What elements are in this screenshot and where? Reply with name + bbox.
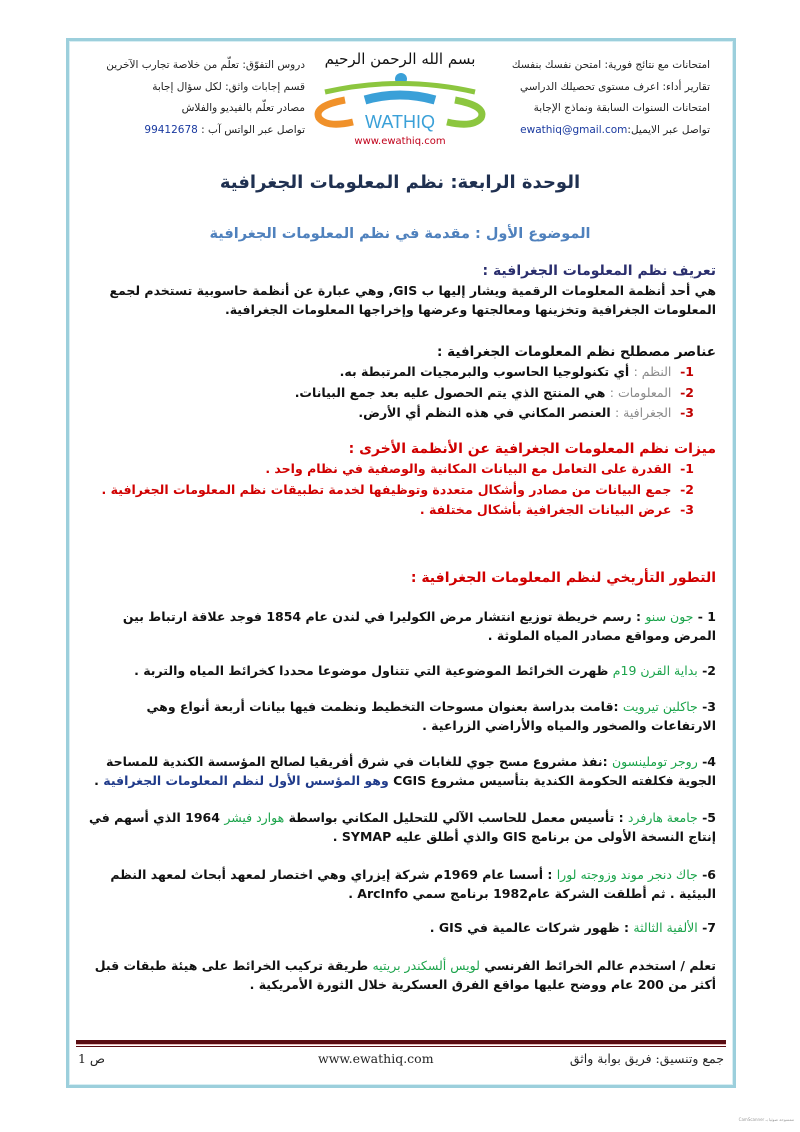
- item-number: 5-: [702, 810, 716, 825]
- item-highlight: وهو المؤسس الأول لنظم المعلومات الجغرافية: [103, 773, 389, 788]
- item-number: 3-: [702, 699, 716, 714]
- item-name: هوارد فيشر: [224, 810, 285, 825]
- item-number: 1 -: [697, 609, 716, 624]
- item-name: جامعة هارفرد: [627, 810, 698, 825]
- item-name: روجر توملينسون: [611, 754, 698, 769]
- header-email-line: [480, 120, 710, 142]
- topic-title: الموضوع الأول : مقدمة في نظم المعلومات الجغرافية: [209, 226, 591, 242]
- header-line: امتحانات السنوات السابقة ونماذج الإجابة: [533, 102, 710, 114]
- item-name: جاك دنجر موند وزوجته لورا: [556, 867, 698, 882]
- history-item: [86, 752, 716, 790]
- footer-divider: [76, 1046, 726, 1047]
- item-text: العنصر المكاني في هذه النظم أي الأرض.: [358, 405, 615, 420]
- svg-text:WATHIQ: WATHIQ: [365, 112, 435, 132]
- footer-website[interactable]: www.ewathiq.com: [318, 1051, 434, 1066]
- list-item: [86, 459, 716, 480]
- list-item: [86, 362, 716, 383]
- list-item: [86, 500, 716, 521]
- note-text: طريقة تركيب الخرائط على هيئة طبقات قبل أكثر من 200 عام ووضح عليها مواقع الفرق العسكرية خلال الثورة الأمريكية .: [94, 958, 716, 992]
- history-item: [86, 661, 716, 680]
- history-heading: التطور التأريخي لنظم المعلومات الجغرافية :: [410, 570, 716, 586]
- history-note: [86, 956, 716, 994]
- note-name: لويس ألسكندر بريتيه: [372, 958, 480, 973]
- item-text: :نفذ مشروع مسح جوي للغابات في شرق أفريقيا لصالح المؤسسة الكندية للمساحة الجوية فكلفته الحكومة الكندية بتأسيس مشروع CGIS: [105, 754, 716, 788]
- item-text: 1964 الذي أسهم في إنتاج النسخة الأولى من برنامج GIS والذي أطلق عليه SYMAP .: [88, 810, 716, 844]
- elements-heading: عناصر مصطلح نظم المعلومات الجغرافية :: [437, 344, 716, 360]
- header-line: مصادر تعلّم بالفيديو والفلاش: [181, 102, 305, 114]
- list-item: [86, 480, 716, 501]
- page-number: ص 1: [78, 1051, 106, 1066]
- item-text: : تأسيس معمل للحاسب الآلي للتحليل المكاني بواسطة: [284, 810, 628, 825]
- item-text: : ظهور شركات عالمية في GIS .: [429, 920, 634, 935]
- history-item: [86, 808, 716, 846]
- item-number: 2-: [702, 663, 716, 678]
- email-label: تواصل عبر الايميل:: [627, 123, 710, 136]
- list-item: [86, 383, 716, 404]
- history-item: [86, 865, 716, 903]
- item-number: 1-: [680, 364, 694, 379]
- item-text: هي المنتج الذي يتم الحصول عليه بعد جمع البيانات.: [294, 384, 610, 400]
- header-line: امتحانات مع نتائج فورية: امتحن نفسك بنفسك: [511, 59, 710, 71]
- header-line: قسم إجابات واثق: لكل سؤال إجابة: [152, 80, 305, 93]
- item-number: 2-: [680, 384, 694, 400]
- header-line: دروس التفوّق: تعلّم من خلاصة تجارب الآخرين: [106, 59, 305, 71]
- history-item: [86, 697, 716, 735]
- item-number: 6-: [702, 867, 716, 882]
- history-item: [86, 918, 716, 937]
- header-line: تقارير أداء: اعرف مستوى تحصيلك الدراسي: [519, 80, 710, 93]
- header-right-block: [480, 55, 710, 141]
- wathiq-logo: [305, 70, 495, 132]
- whatsapp-label: تواصل عبر الواتس آب :: [197, 123, 305, 136]
- elements-section: [86, 343, 716, 424]
- unit-title: الوحدة الرابعة: نظم المعلومات الجغرافية: [219, 172, 581, 193]
- item-name: بداية القرن 19م: [612, 663, 698, 678]
- email-link[interactable]: ewathiq@gmail.com: [520, 123, 628, 136]
- list-item: [86, 403, 716, 424]
- item-end: .: [94, 773, 104, 788]
- item-number: 3-: [680, 405, 694, 420]
- item-text: : رسم خريطة توزيع انتشار مرض الكوليرا في لندن عام 1854 فوجد علاقة ارتباط بين المرض ومواقع مصادر المياه الملوثة .: [122, 609, 716, 643]
- definition-text: هي أحد أنظمة المعلومات الرقمية ويشار إليها ب GIS, وهي عبارة عن أنظمة حاسوبية تستخدم لجمع المعلومات الجغرافية وتخزينها ومعالجتها وعرضها وإخراجها المعلومات الجغرافية.: [109, 283, 716, 317]
- header-website[interactable]: www.ewathiq.com: [354, 136, 446, 147]
- item-term: النظم :: [633, 364, 672, 379]
- item-number: 3-: [680, 502, 694, 517]
- item-number: 2-: [680, 481, 694, 497]
- features-heading: ميزات نظم المعلومات الجغرافية عن الأنظمة الأخرى :: [348, 441, 716, 457]
- header-left-block: [95, 55, 305, 141]
- item-text: ظهرت الخرائط الموضوعية التي تتناول موضوعا محددا كخرائط المياه والتربة .: [134, 663, 613, 678]
- item-number: 4-: [702, 754, 716, 769]
- item-term: الجغرافية :: [614, 405, 672, 420]
- whatsapp-number[interactable]: 99412678: [144, 123, 198, 136]
- features-section: [86, 440, 716, 521]
- item-text: : أسسا عام 1969م شركة إيزراي وهي اختصار لمعهد أبحاث لمعهد النظم البيئية . ثم أطلقت الشركة عام1982 برنامج سمي ArcInfo .: [110, 867, 716, 901]
- footer-divider: [76, 1040, 726, 1045]
- item-text: عرض البيانات الجغرافية بأشكال مختلفة .: [419, 502, 672, 517]
- item-text: القدرة على التعامل مع البيانات المكانية والوصفية في نظام واحد .: [265, 461, 672, 476]
- item-number: 1-: [680, 461, 694, 476]
- bismillah: بسم الله الرحمن الرحيم: [324, 50, 476, 68]
- note-text: تعلم / استخدم عالم الخرائط الفرنسي: [479, 958, 716, 973]
- definition-heading: تعريف نظم المعلومات الجغرافية :: [482, 263, 716, 279]
- definition-section: [86, 262, 716, 319]
- footer-credit: جمع وتنسيق: فريق بوابة واثق: [569, 1051, 724, 1066]
- item-name: الألفية الثالثة: [633, 920, 698, 935]
- item-term: المعلومات :: [609, 384, 672, 400]
- item-text: :قامت بدراسة بعنوان مسوحات التخطيط ونظمت فيها بيانات أربعة أنواع وهي الارتفاعات والصخور والمياه والأراضي الزراعية .: [146, 699, 716, 733]
- history-item: [86, 607, 716, 645]
- item-name: جاكلين تيرويت: [622, 699, 698, 714]
- header-whatsapp-line: [95, 120, 305, 142]
- item-text: جمع البيانات من مصادر وأشكال متعددة وتوظيفها لخدمة تطبيقات نظم المعلومات الجغرافية .: [101, 481, 672, 497]
- item-number: 7-: [702, 920, 716, 935]
- item-text: أي تكنولوجيا الحاسوب والبرمجيات المرتبطة به.: [339, 364, 634, 379]
- scanner-watermark: ممسوحة ضوئيا بـ CamScanner: [738, 1117, 794, 1122]
- item-name: جون سنو: [645, 609, 694, 624]
